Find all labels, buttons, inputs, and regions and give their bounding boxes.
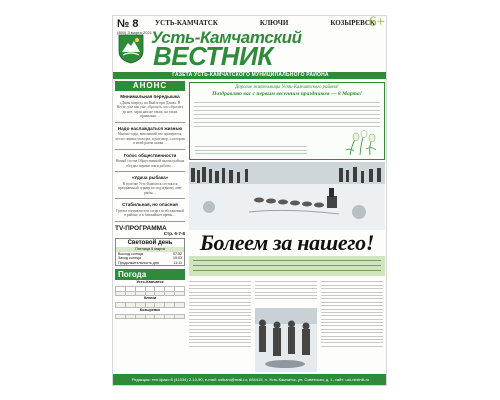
tv-program-link[interactable] [115, 225, 185, 236]
newspaper-title-line1: Усть-Камчатский [151, 28, 302, 47]
newspaper-title-line2: ВЕСТНИК [153, 41, 273, 71]
town-kozyrevsk: КОЗЫРЕВСК [330, 19, 375, 27]
article-column [189, 279, 251, 369]
age-rating: 6+ [369, 15, 385, 30]
daylight-label: Восход солнца [118, 251, 143, 256]
announcement-title: «Удача рыбака» [131, 175, 169, 180]
announcement-text: Группа специалистов следит за обстановкой в районе, и в ближайшее время… [116, 208, 184, 217]
tv-program-label: TV-ПРОГРАММА [115, 224, 167, 232]
musher-photo [255, 308, 317, 372]
article-column [255, 279, 317, 307]
masthead [113, 16, 387, 72]
town-ust-kamchatsk: УСТЬ-КАМЧАТСК [155, 19, 218, 27]
greeting-line1: Дорогие жительницы Усть-Камчатского района! [235, 85, 339, 90]
announcement-item[interactable] [115, 202, 185, 222]
weather-city: Усть-Камчатск [115, 280, 185, 285]
greeting-text-lines [190, 97, 384, 127]
daylight-row [116, 261, 184, 266]
announcement-title: Минимальная передышка [120, 94, 180, 99]
greeting-signature-lines [195, 144, 307, 156]
daylight-value: 19:03 [173, 256, 182, 261]
announcement-title: Надо наслаждаться жизнью [117, 125, 183, 131]
weather-table [115, 286, 185, 296]
weather-heading: Погода [115, 269, 185, 280]
divider [115, 122, 185, 123]
coat-of-arms-icon [118, 34, 144, 64]
tv-program-pages: Стр. 6-7-8 [163, 230, 185, 236]
daylight-title: Световой день [127, 239, 173, 246]
town-klyuchi: КЛЮЧИ [259, 19, 289, 27]
announcement-text: «Дамы вперед» на Выйте при Дашах. В Весте, уже как уже, сбросить, что сбросить до нее, зараз нам не таких, на таких правильно… [116, 100, 184, 118]
weather-city: Козыревск [115, 308, 185, 313]
issue-date: (890) 3 марта 2021 [117, 30, 152, 35]
announcement-title: Голос общественности [123, 152, 177, 158]
daylight-box [115, 238, 185, 267]
divider [115, 198, 185, 199]
announcement-text: Многие годы, вписавший что проверился, что не лирике молодая, и разговор, о котором в моей разом скажи… [115, 132, 185, 145]
weather-city: Ключи [115, 296, 185, 301]
newspaper-subtitle: ГАЗЕТА УСТЬ-КАМЧАТСКОГО МУНИЦИПАЛЬНОГО РАЙОНА [113, 72, 387, 79]
weather-table [115, 314, 185, 320]
headline: Болеем за нашего! [199, 230, 375, 255]
greeting-line2: Поздравляю вас с первым весенним праздником — 8 Марта! [212, 91, 362, 97]
daylight-label: Заход солнца [118, 256, 141, 261]
issue-info [117, 18, 153, 35]
announcement-sidebar [115, 81, 185, 385]
divider [115, 221, 185, 222]
newspaper-front-page [112, 15, 387, 386]
page-footer: Редакция: тел./факс 8 (41534) 2-10-90, e-mail: ustkam@mail.ru; 684415, п. Усть-Камчатск, ул. Советская, д. 1, сайт: ust-vestnik.ru [113, 374, 387, 385]
divider [115, 149, 185, 150]
daylight-label: Продолжительность дня [118, 260, 159, 265]
announcement-item[interactable] [115, 94, 185, 123]
announcement-item[interactable] [115, 126, 185, 150]
announcement-text: Новый состав Общественной палаты района обсудил первые шаги работы… [115, 159, 185, 168]
announcement-text: В посёлке Усть-Камчатск состоялся праздничный турнир по подлёдному лову рыбы… [118, 181, 182, 195]
announcement-title: Стабильная, но опасная [122, 202, 178, 207]
announcement-item[interactable] [115, 175, 185, 199]
article-column [321, 279, 383, 369]
announcement-item[interactable] [115, 153, 185, 173]
daylight-value: 11:11 [173, 260, 182, 265]
greeting-box [189, 82, 385, 160]
announcement-heading: АНОНС [115, 81, 185, 91]
divider [115, 171, 185, 172]
lead-paragraph-band [189, 256, 385, 276]
sled-race-photo [189, 162, 385, 230]
spring-flowers-icon [342, 130, 380, 156]
issue-number: № 8 [117, 18, 139, 30]
towns-list [155, 19, 375, 27]
daylight-value: 07:52 [173, 251, 182, 256]
daylight-date: Пятница 5 марта [116, 247, 184, 252]
